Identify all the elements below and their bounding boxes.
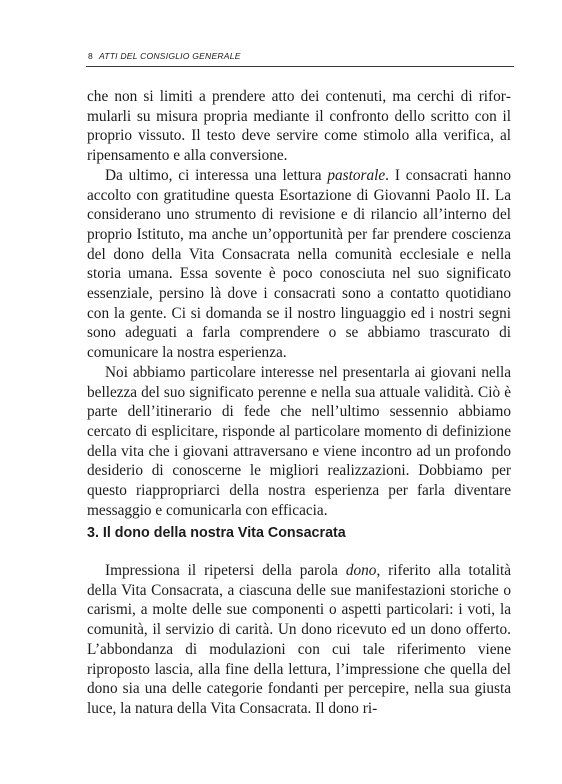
paragraph-pastoral-reading (87, 166, 511, 363)
paragraph-text: che non si limiti a prendere atto dei contenuti, ma cerchi di riformularli su misura propria mediante il confronto dello scritto con il proprio vissuto. Il testo deve servire come stimolo alla verifica, al ripensamento e alla conversione. (87, 88, 511, 165)
emphasis-word: pastorale (327, 166, 386, 184)
running-header (88, 51, 241, 61)
paragraph-text: . I consacrati hanno accolto con gratitudine questa Esortazione di Giovanni Paolo II. La considerano uno strumento di revisione e di rilancio all’interno del proprio Istituto, ma anche un’opportunità per far prendere coscienza del dono della Vita Consacrata nella comunità ecclesiale e nella storia umana. Essa sovente è poco conosciuta nel suo significato essenziale, persino là dove i consacrati sono a contatto quotidiano con la gente. Ci si domanda se il nostro linguaggio ed i nostri segni sono adeguati a farla comprendere o se abbiamo trascurato di comunicare la nostra esperienza. (87, 166, 511, 362)
paragraph-gift (87, 561, 511, 719)
running-title: ATTI DEL CONSIGLIO GENERALE (98, 51, 241, 61)
paragraph-continued (87, 87, 511, 166)
paragraph-youth (87, 363, 511, 521)
paragraph-text: Noi abbiamo particolare interesse nel presentarla ai giovani nella bellezza del suo significato perenne e nella sua attuale validità. Ciò è parte dell’itinerario di fede che nell’ultimo sessennio abbiamo cercato di esplicitare, risponde al particolare momento di definizione della vita che i giovani attraversano e viene incontro ad un profondo desiderio di conoscerne le migliori realizzazioni. Dobbiamo per questo riappropriarci della nostra esperienza per farla diventare messaggio e comunicarla con efficacia. (87, 363, 511, 519)
header-rule (86, 66, 514, 67)
section-heading: 3. Il dono della nostra Vita Consacrata (87, 525, 346, 541)
text-block-upper (87, 87, 511, 520)
paragraph-text: Da ultimo, ci interessa una lettura (105, 166, 328, 184)
emphasis-word: dono (345, 562, 377, 579)
paragraph-text: , riferito alla totalità della Vita Consacrata, a ciascuna delle sue manifestazioni storiche o carismi, a molte delle sue componenti o aspetti particolari: i voti, la comunità, il servizio di carità. Un dono ricevuto ed un dono offerto. L’abbondanza di modulazioni con cui tale riferimento viene riproposto lascia, alla fine della lettura, l’impressione che quella del dono sia una delle categorie fondanti per percepire, nella sua giusta luce, la natura della Vita Consacrata. Il dono ri- (87, 562, 511, 717)
paragraph-text: Impressiona il ripetersi della parola (105, 562, 346, 579)
text-block-lower (87, 561, 511, 719)
page-number: 8 (88, 51, 93, 61)
